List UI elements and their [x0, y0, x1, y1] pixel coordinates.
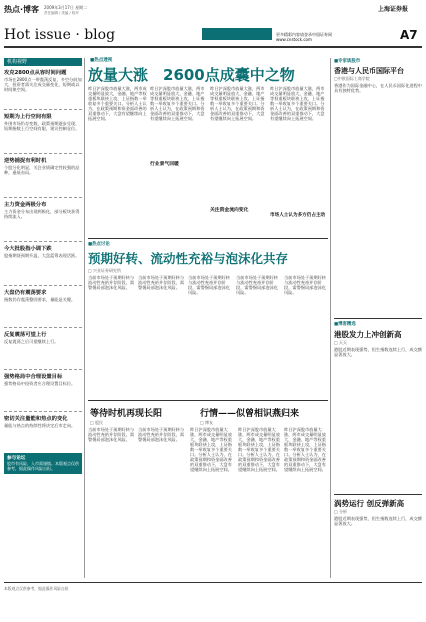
- divider: [4, 197, 82, 198]
- quote-body: 股市有风险，入市需谨慎。本版观点仅供参考，据此操作风险自担。: [7, 461, 79, 471]
- section-banner: [4, 25, 422, 45]
- left-item: [4, 70, 82, 107]
- bottom-right-headline: 涡势运行 创反弹新高: [334, 499, 405, 508]
- lead-body-col-1: 昨日沪深股市放量大涨，两市成交量明显放大，金融、地产等权重板块联袂上攻，上证指数一举收复多个重要关口。分析人士认为，在政策预期和资金面改善的双重推动下，大盘有望继续向上拓展空间。: [88, 86, 147, 121]
- right-mid-headline: 港股发力上冲创新高: [334, 330, 402, 339]
- divider: [4, 369, 82, 370]
- middle-rule: [88, 238, 328, 239]
- left-item-body: 股指期货预期升温，大盘蓝筹表现活跃。: [4, 253, 80, 258]
- left-item-body: 指数仍存震荡整固要求，量能是关键。: [4, 297, 76, 302]
- bottom-rule: [88, 400, 328, 401]
- middle-headline: 预期好转、流动性充裕与泡沫化共存: [88, 251, 289, 266]
- page-code: A7: [400, 28, 418, 42]
- lead-subhead: 市场人士认为多方仍占主动: [270, 213, 326, 218]
- left-column: [4, 58, 82, 578]
- left-item: [4, 332, 82, 367]
- bottom-left-headline: 等待时机再现长阳: [90, 409, 163, 419]
- middle-body-col-3: 当前市场处于预期好转与流动性充裕并存阶段，需警惕局部泡沫化风险。: [188, 275, 230, 295]
- ad-url[interactable]: www.cnstock.com: [276, 37, 312, 42]
- middle-body-col-2: 当前市场处于预期好转与流动性充裕并存阶段，需警惕局部泡沫化风险。: [138, 275, 185, 290]
- right-mid-rule: [334, 318, 422, 319]
- top-label: 热点·博客: [4, 5, 40, 14]
- header-rule: [4, 46, 422, 48]
- section-title: Hot issue · blog: [4, 27, 116, 43]
- right-top-headline: 香港与人民币国际平台: [334, 67, 404, 75]
- lead-box-title: 行业景气回暖: [150, 162, 179, 167]
- middle-kicker: ■热点讨论: [88, 242, 110, 247]
- bottom-left-byline: □ 股民: [90, 420, 104, 425]
- bottom-mid-body-1: 昨日沪深股市放量大涨，两市成交量明显放大，金融、地产等权重板块联袂上攻，上证指数一举收复多个重要关口。分析人士认为，在政策预期和资金面改善的双重推动下，大盘有望继续向上拓展空间。: [190, 427, 232, 472]
- right-col-rule: [330, 58, 331, 578]
- lead-body-col-3: 昨日沪深股市放量大涨，两市成交量明显放大，金融、地产等权重板块联袂上攻，上证指数一举收复多个重要关口。分析人士认为，在政策预期和资金面改善的双重推动下，大盘有望继续向上拓展空间。: [210, 86, 265, 121]
- left-item-title: 大盘仍有震荡要求: [4, 290, 47, 296]
- divider: [4, 109, 82, 110]
- left-item-title: 密切关注量能和热点的变化: [4, 416, 68, 422]
- divider: [4, 411, 82, 412]
- lead-kicker: ■热点透视: [90, 58, 113, 63]
- left-item-title: 短期为上行空间有限: [4, 114, 52, 120]
- left-item-title: 逆势捕捉有利时机: [4, 158, 47, 164]
- editor-line: 责任编辑 / 美编 / 校对: [44, 11, 79, 15]
- left-banner: 机构视野: [4, 58, 82, 66]
- lead-headline: 放量大涨 2600点成囊中之物: [88, 66, 295, 84]
- left-item: [4, 290, 82, 325]
- left-item: [4, 202, 82, 239]
- bottom-mid-byline: □ 博友: [200, 420, 214, 425]
- middle-byline: □ 兴业证券研究所: [88, 268, 122, 273]
- divider: [4, 241, 82, 242]
- left-col-rule: [84, 58, 85, 578]
- right-top-kicker: ■专家谈股市: [334, 59, 361, 64]
- left-item: [4, 114, 82, 151]
- left-item-body: 反复震荡之后可望继续上行。: [4, 339, 59, 344]
- left-item-title: 攻克2800点从容时间问题: [4, 70, 67, 76]
- ad-banner: [202, 28, 272, 40]
- bottom-right-byline: □ 分析: [334, 509, 348, 514]
- left-item-title: 强势格局中合理设置目标: [4, 374, 63, 380]
- right-mid-body: 港股近期表现强势，恒生指数连续上行，成交额显著放大。: [334, 347, 422, 357]
- lead-body-col-2: 昨日沪深股市放量大涨，两市成交量明显放大，金融、地产等权重板块联袂上攻，上证指数一举收复多个重要关口。分析人士认为，在政策预期和资金面改善的双重推动下，大盘有望继续向上拓展空间。: [150, 86, 205, 121]
- forum-quote-box: [4, 453, 82, 474]
- divider: [4, 153, 82, 154]
- middle-body-col-4: 当前市场处于预期好转与流动性充裕并存阶段，需警惕局部泡沫化风险。: [236, 275, 278, 295]
- top-meta: 2009年3月17日 星期二: [44, 5, 88, 10]
- left-item-body: 市场在2800点一带震荡反复，多空分歧加大，投资者需关注成交量变化，短期或以时间换空间。: [4, 77, 82, 92]
- left-item: [4, 246, 82, 283]
- left-item-body: 量能与热点的持续性将决定后市走向。: [4, 423, 76, 428]
- left-item-title: 反复震荡可望上行: [4, 332, 47, 338]
- ad-line: 更多精彩内容请登录中国证券网: [276, 32, 332, 37]
- footer-rule: [4, 582, 422, 583]
- lead-box2-title: 关注资金流向变化: [210, 208, 249, 213]
- paper-name: 上海证券报: [378, 6, 409, 13]
- left-item: [4, 158, 82, 195]
- divider: [4, 327, 82, 328]
- right-mid-kicker: ■博客精选: [334, 322, 356, 327]
- bottom-left-body-2: 当前市场处于预期好转与流动性充裕并存阶段，需警惕局部泡沫化风险。: [138, 427, 185, 442]
- footer-text: 本版观点仅供参考，据此操作风险自担: [4, 586, 69, 591]
- bottom-mid-headline: 行情——似曾相识燕归来: [200, 409, 300, 419]
- left-item: [4, 416, 82, 449]
- bottom-left-body-1: 当前市场处于预期好转与流动性充裕并存阶段，需警惕局部泡沫化风险。: [88, 427, 135, 442]
- right-top-byline: □中欧国际工商学院: [334, 76, 370, 81]
- divider: [4, 285, 82, 286]
- quote-title: 参与论坛: [7, 456, 26, 461]
- middle-body-col-5: 当前市场处于预期好转与流动性充裕并存阶段，需警惕局部泡沫化风险。: [284, 275, 326, 295]
- bottom-right-rule: [334, 494, 422, 495]
- right-mid-byline: □ 天天: [334, 340, 348, 345]
- bottom-mid-body-3: 昨日沪深股市放量大涨，两市成交量明显放大，金融、地产等权重板块联袂上攻，上证指数一举收复多个重要关口。分析人士认为，在政策预期和资金面改善的双重推动下，大盘有望继续向上拓展空间。: [284, 427, 326, 472]
- left-item-body: 强势格局中投资者应合理设置目标位。: [4, 381, 76, 386]
- bottom-mid-body-2: 昨日沪深股市放量大涨，两市成交量明显放大，金融、地产等权重板块联袂上攻，上证指数一举收复多个重要关口。分析人士认为，在政策预期和资金面改善的双重推动下，大盘有望继续向上拓展空间。: [238, 427, 280, 472]
- lead-body-col-4: 昨日沪深股市放量大涨，两市成交量明显放大，金融、地产等权重板块联袂上攻，上证指数一举收复多个重要关口。分析人士认为，在政策预期和资金面改善的双重推动下，大盘有望继续向上拓展空间。: [270, 86, 325, 121]
- bottom-right-body: 港股近期表现强势，恒生指数连续上行，成交额显著放大。: [334, 516, 422, 526]
- left-item-body: 主力资金分布出现两极化，部分板块获得持续流入。: [4, 209, 80, 219]
- left-item-title: 主力资金两极分布: [4, 202, 47, 208]
- left-item-body: 外围市场仍存变数，政策预期逐步兑现，短期指数上行空间有限，建议控制仓位。: [4, 121, 80, 131]
- middle-body-col-1: 当前市场处于预期好转与流动性充裕并存阶段，需警惕局部泡沫化风险。: [88, 275, 135, 290]
- left-item-title: 今大批股指小调下跌: [4, 246, 52, 252]
- right-top-body: 香港作为国际金融中心，在人民币国际化进程中具有独特优势。: [334, 83, 422, 93]
- left-item-body: 个股分化明显，关注业绩确定性较强的品种，逢低布局。: [4, 165, 80, 175]
- left-item: [4, 374, 82, 409]
